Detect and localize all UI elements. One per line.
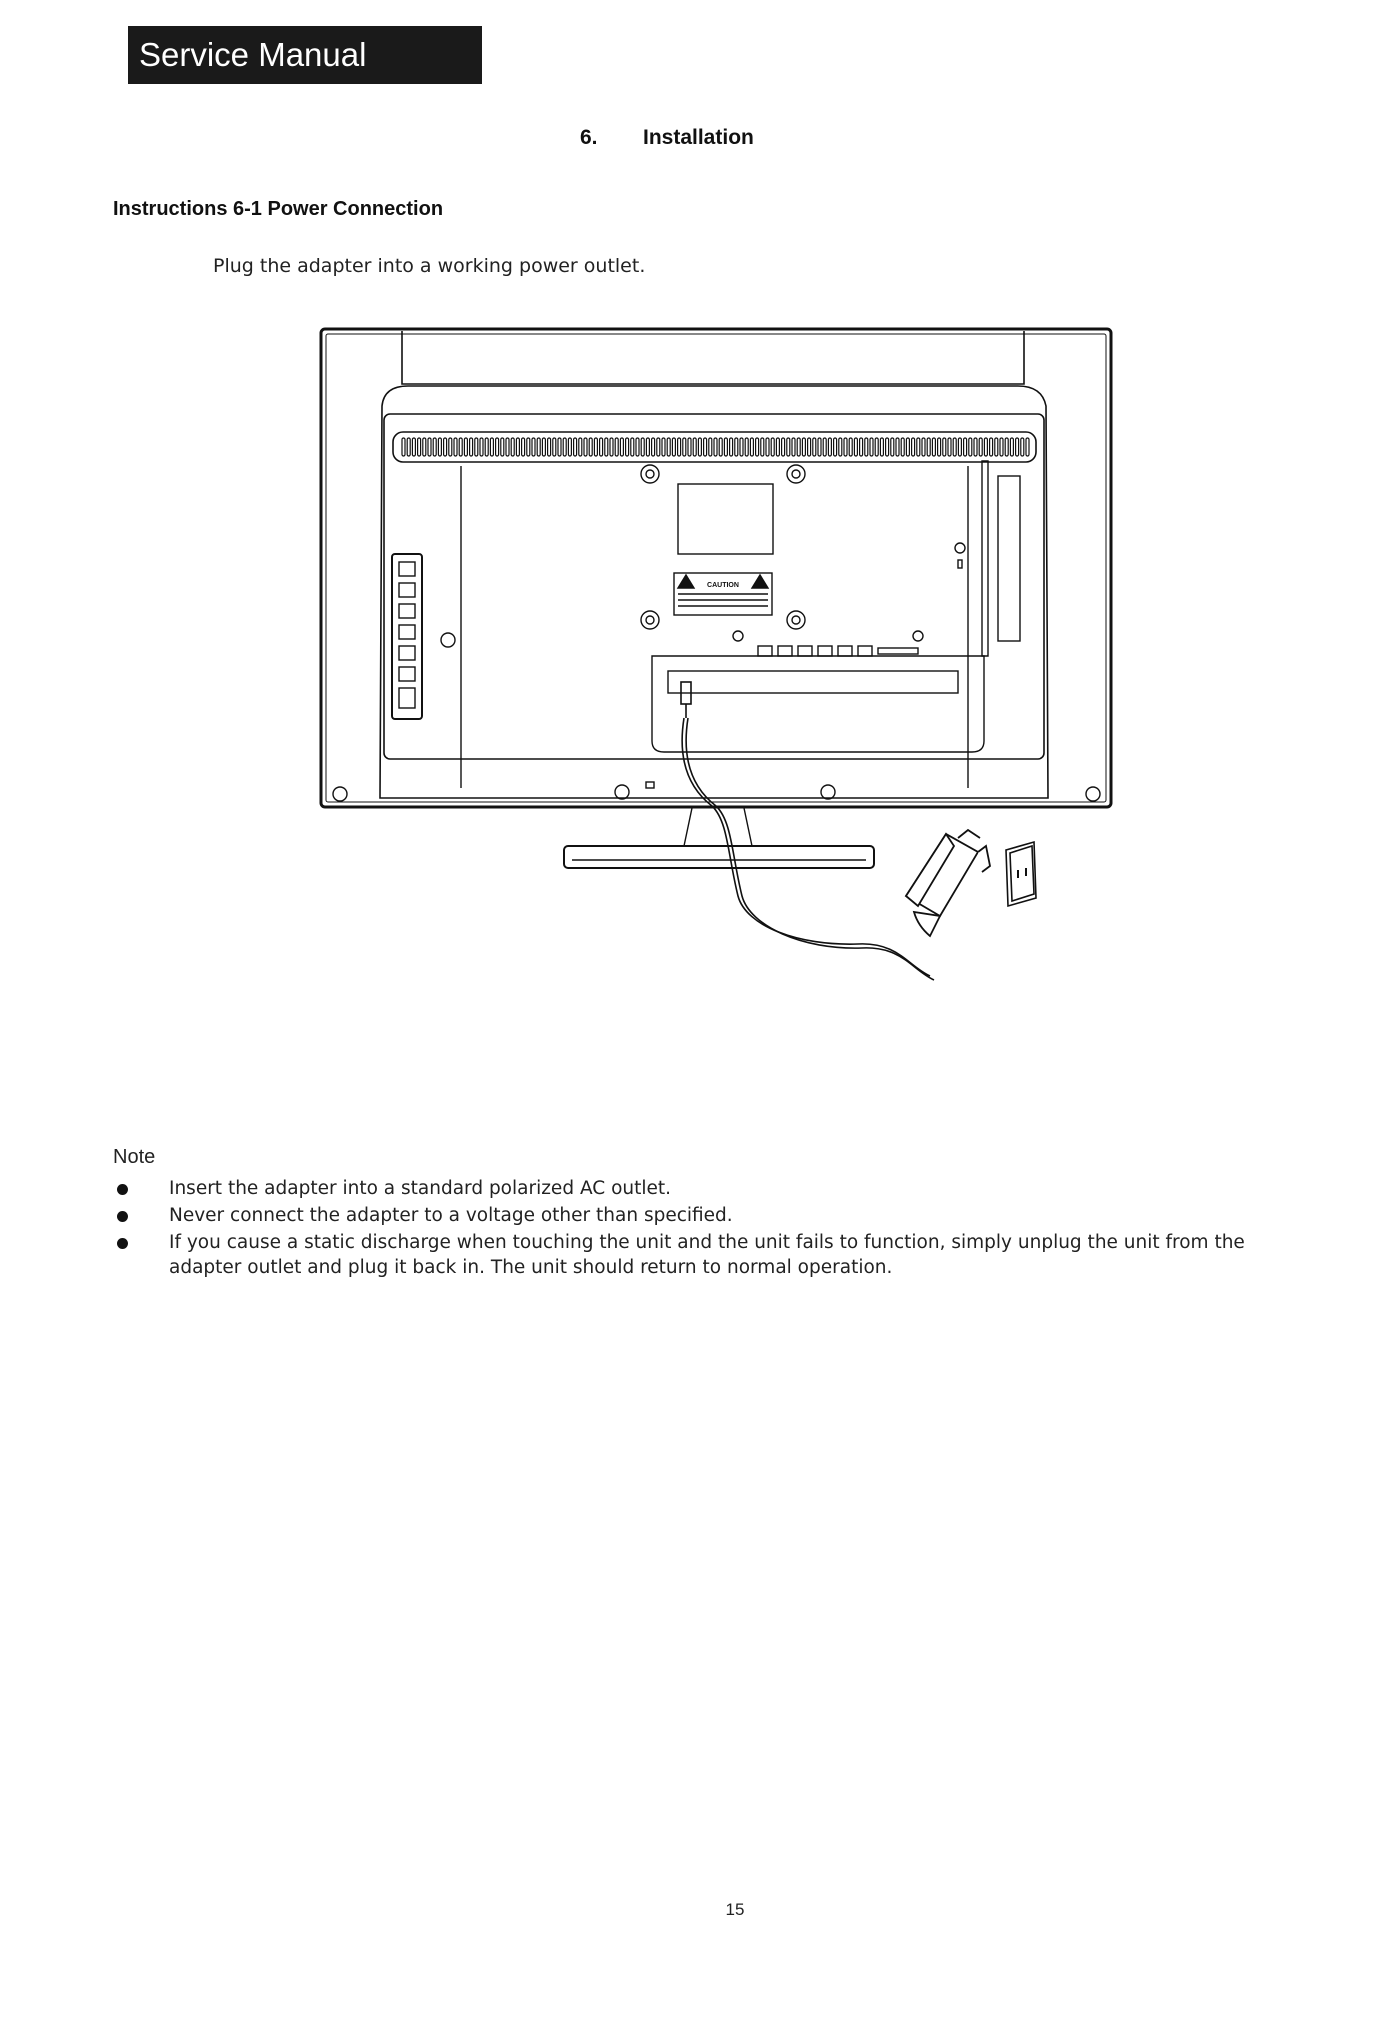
vent-slots (402, 438, 1029, 456)
vent-slot (438, 438, 441, 456)
vent-slot (802, 438, 805, 456)
vent-slot (480, 438, 483, 456)
bullet-icon (117, 1211, 128, 1222)
vent-slot (688, 438, 691, 456)
vent-slot (761, 438, 764, 456)
note-item (113, 1230, 1313, 1280)
vent-slot (641, 438, 644, 456)
vent-slot (558, 438, 561, 456)
vent-slot (568, 438, 571, 456)
vent-slot (891, 438, 894, 456)
vent-slot (402, 438, 405, 456)
vent-slot (631, 438, 634, 456)
vent-slot (813, 438, 816, 456)
note-list (113, 1176, 1313, 1282)
vent-slot (444, 438, 447, 456)
vent-slot (464, 438, 467, 456)
note-item (113, 1176, 1313, 1201)
stand-screw-right (821, 785, 835, 799)
vent-slot (745, 438, 748, 456)
vent-slot (958, 438, 961, 456)
vent-slot (740, 438, 743, 456)
vent-slot (584, 438, 587, 456)
vent-slot (974, 438, 977, 456)
vent-slot (454, 438, 457, 456)
tv-inner-bezel (326, 334, 1106, 802)
note-item-text: If you cause a static discharge when touching the unit and the unit fails to function, simply unplug the unit from the adapter outlet and plug it back in. The unit should return to normal operation. (169, 1232, 1245, 1278)
vent-slot (615, 438, 618, 456)
vent-slot (839, 438, 842, 456)
vent-slot (662, 438, 665, 456)
vent-slot (782, 438, 785, 456)
vent-slot (672, 438, 675, 456)
bullet-icon (117, 1184, 128, 1195)
vent-slot (979, 438, 982, 456)
vent-slot (787, 438, 790, 456)
vent-slot (1005, 438, 1008, 456)
vent-slot (964, 438, 967, 456)
power-adapter (906, 830, 990, 936)
vent-slot (1021, 438, 1024, 456)
vent-slot (828, 438, 831, 456)
vent-slot (678, 438, 681, 456)
vent-slot (579, 438, 582, 456)
note-item-text: Insert the adapter into a standard polarized AC outlet. (169, 1178, 672, 1199)
vent-slot (1016, 438, 1019, 456)
vent-slot (730, 438, 733, 456)
vent-slot (797, 438, 800, 456)
vent-slot (1026, 438, 1029, 456)
side-control-panel (392, 554, 422, 719)
vent-slot (449, 438, 452, 456)
service-manual-badge: Service Manual (128, 26, 482, 84)
vent-slot (501, 438, 504, 456)
vent-slot (532, 438, 535, 456)
tv-outer-frame (321, 329, 1111, 807)
vent-slot (1000, 438, 1003, 456)
vent-slot (537, 438, 540, 456)
vent-slot (818, 438, 821, 456)
vent-slot (865, 438, 868, 456)
right-side-compartment (982, 461, 988, 656)
section-heading (580, 126, 754, 150)
vent-slot (423, 438, 426, 456)
vent-slot (1010, 438, 1013, 456)
vent-slot (485, 438, 488, 456)
stand-base (564, 846, 874, 868)
vent-slot (433, 438, 436, 456)
vent-slot (880, 438, 883, 456)
vent-slot (953, 438, 956, 456)
label-plate (678, 484, 773, 554)
vent-slot (719, 438, 722, 456)
vent-slot (563, 438, 566, 456)
vesa-screw-bottom-left (641, 611, 659, 629)
vent-slot (750, 438, 753, 456)
note-title: Note (113, 1146, 156, 1168)
vent-slot (574, 438, 577, 456)
vent-slot (428, 438, 431, 456)
vent-slot (735, 438, 738, 456)
vent-slot (542, 438, 545, 456)
vent-slot (459, 438, 462, 456)
connector-strip (668, 671, 958, 693)
side-screw (441, 633, 455, 647)
power-cable (681, 682, 934, 980)
bottom-screw-left (333, 787, 347, 801)
vent-slot (475, 438, 478, 456)
vent-slot (594, 438, 597, 456)
vent-slot (667, 438, 670, 456)
note-item-text: Never connect the adapter to a voltage other than specified. (169, 1205, 733, 1226)
vent-slot (636, 438, 639, 456)
vent-slot (984, 438, 987, 456)
vent-slot (548, 438, 551, 456)
vent-slot (704, 438, 707, 456)
vent-slot (709, 438, 712, 456)
stand-screw-left (615, 785, 629, 799)
vent-slot (771, 438, 774, 456)
vent-slot (849, 438, 852, 456)
vent-slot (756, 438, 759, 456)
vent-slot (589, 438, 592, 456)
vent-slot (948, 438, 951, 456)
vent-slot (714, 438, 717, 456)
wall-outlet (1006, 842, 1036, 906)
vent-slot (693, 438, 696, 456)
vent-slot (407, 438, 410, 456)
vent-slot (652, 438, 655, 456)
vent-slot (995, 438, 998, 456)
tv-power-connection-diagram (318, 326, 1118, 986)
vent-slot (553, 438, 556, 456)
vent-slot (600, 438, 603, 456)
vesa-screw-top-left (641, 465, 659, 483)
vent-slot (932, 438, 935, 456)
vent-slot (875, 438, 878, 456)
vent-slot (860, 438, 863, 456)
vent-slot (808, 438, 811, 456)
tv-top-housing (402, 331, 1024, 384)
vent-slot (823, 438, 826, 456)
vent-slot (834, 438, 837, 456)
vent-slot (511, 438, 514, 456)
vent-slot (605, 438, 608, 456)
page-number: 15 (725, 1900, 745, 1919)
vent-slot (906, 438, 909, 456)
vent-slot (527, 438, 530, 456)
caution-label-text: CAUTION (707, 582, 739, 589)
vent-slot (792, 438, 795, 456)
section-number: 6. (580, 126, 598, 149)
bullet-icon (117, 1238, 128, 1249)
vent-slot (418, 438, 421, 456)
vent-slot (938, 438, 941, 456)
vent-slot (516, 438, 519, 456)
vent-slot (896, 438, 899, 456)
vent-slot (412, 438, 415, 456)
bottom-screw-right (1086, 787, 1100, 801)
vent-slot (698, 438, 701, 456)
vent-slot (522, 438, 525, 456)
vent-slot (901, 438, 904, 456)
subsection-title: Instructions 6-1 Power Connection (113, 198, 444, 220)
vent-slot (990, 438, 993, 456)
vent-slot (844, 438, 847, 456)
vent-slot (496, 438, 499, 456)
note-item (113, 1203, 1313, 1228)
vent-slot (927, 438, 930, 456)
vent-slot (490, 438, 493, 456)
vent-slot (912, 438, 915, 456)
vent-slot (886, 438, 889, 456)
vent-slot (854, 438, 857, 456)
vent-slot (943, 438, 946, 456)
vesa-screw-top-right (787, 465, 805, 483)
vent-slot (870, 438, 873, 456)
vent-slot (610, 438, 613, 456)
vent-slot (724, 438, 727, 456)
vent-slot (626, 438, 629, 456)
intro-instruction: Plug the adapter into a working power outlet. (213, 255, 646, 277)
vent-slot (657, 438, 660, 456)
vent-slot (620, 438, 623, 456)
vent-slot (969, 438, 972, 456)
vent-slot (506, 438, 509, 456)
vent-slot (766, 438, 769, 456)
vent-slot (646, 438, 649, 456)
vent-slot (776, 438, 779, 456)
vent-slot (470, 438, 473, 456)
section-title: Installation (643, 126, 754, 149)
vesa-screw-bottom-right (787, 611, 805, 629)
vent-slot (922, 438, 925, 456)
vent-slot (917, 438, 920, 456)
connector-ports (758, 646, 918, 656)
vent-slot (683, 438, 686, 456)
